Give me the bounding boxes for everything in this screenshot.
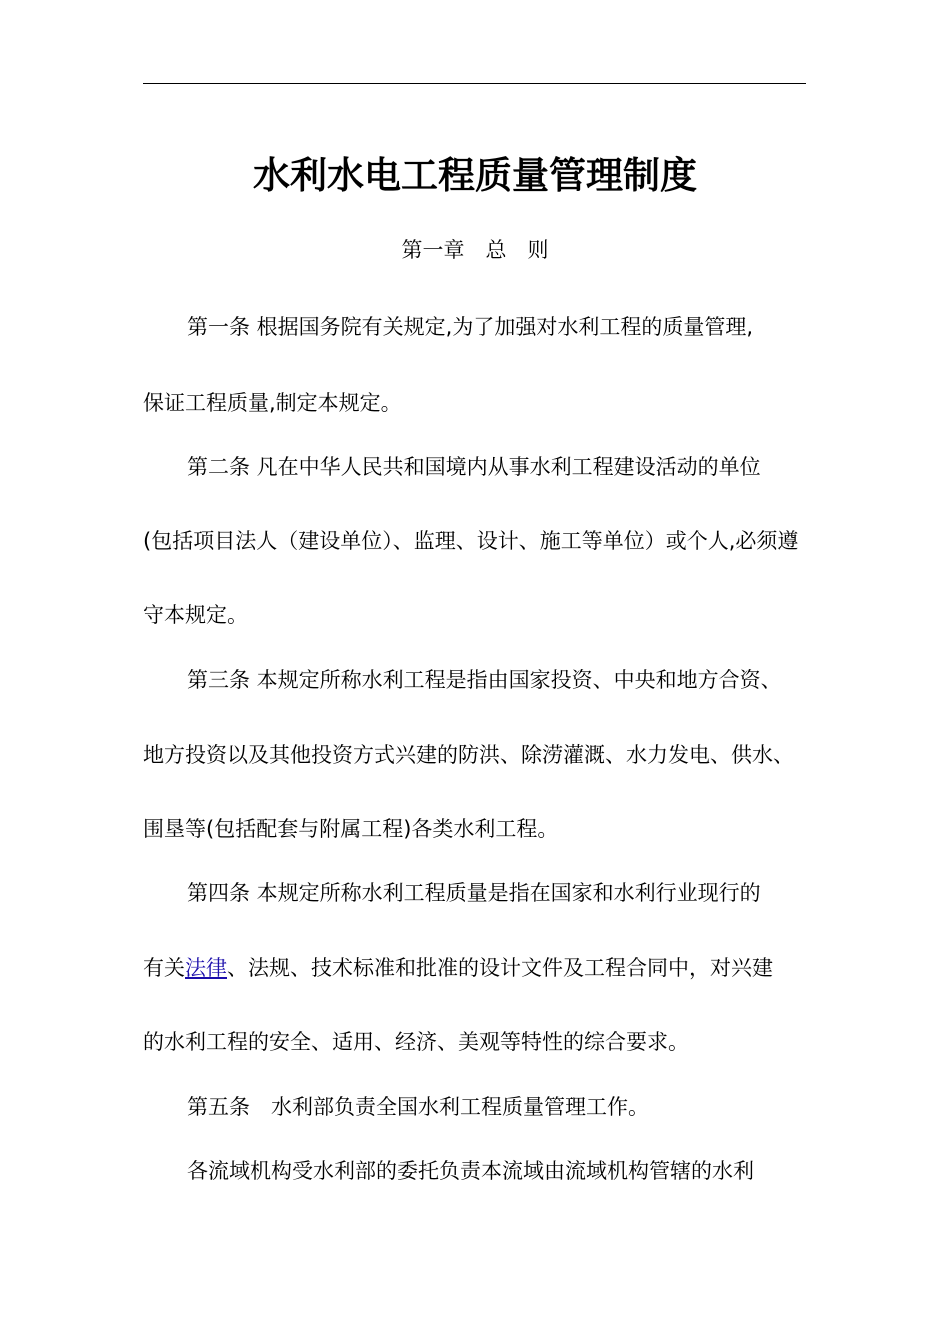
- article-1-line-1: 第一条 根据国务院有关规定,为了加强对水利工程的质量管理,: [187, 315, 754, 339]
- header-rule: [143, 83, 806, 84]
- article-1-line-2: 保证工程质量,制定本规定。: [143, 391, 402, 415]
- article-2-line-1: 第二条 凡在中华人民共和国境内从事水利工程建设活动的单位: [187, 455, 761, 479]
- article-2-line-3: 守本规定。: [143, 603, 248, 627]
- chapter-heading: 第一章 总 则: [401, 238, 549, 262]
- article-3-line-1: 第三条 本规定所称水利工程是指由国家投资、中央和地方合资、: [187, 668, 782, 692]
- article-5-line-2: 各流域机构受水利部的委托负责本流域由流域机构管辖的水利: [187, 1159, 754, 1183]
- article-4-line-2-suffix: 、法规、技术标准和批准的设计文件及工程合同中，对兴建: [227, 956, 773, 980]
- article-4-line-3: 的水利工程的安全、适用、经济、美观等特性的综合要求。: [143, 1030, 689, 1054]
- article-4-line-1: 第四条 本规定所称水利工程质量是指在国家和水利行业现行的: [187, 881, 761, 905]
- article-5-line-1: 第五条 水利部负责全国水利工程质量管理工作。: [187, 1095, 649, 1119]
- article-3-line-2: 地方投资以及其他投资方式兴建的防洪、除涝灌溉、水力发电、供水、: [143, 743, 794, 767]
- article-4-line-2-prefix: 有关: [143, 956, 185, 980]
- article-4-line-2: [143, 952, 808, 984]
- article-3-line-3: 围垦等(包括配套与附属工程)各类水利工程。: [143, 817, 559, 841]
- document-title: 水利水电工程质量管理制度: [253, 154, 697, 197]
- article-2-line-2: (包括项目法人（建设单位）、监理、设计、施工等单位）或个人,必须遵: [143, 529, 799, 553]
- law-link[interactable]: 法律: [185, 956, 227, 980]
